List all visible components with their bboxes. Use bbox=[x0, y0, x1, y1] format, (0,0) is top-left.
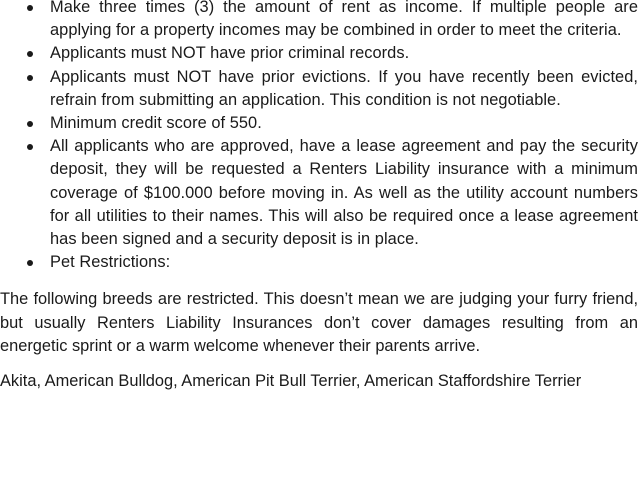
requirement-item-pet-restrictions bbox=[0, 251, 640, 274]
requirement-text: Applicants must NOT have prior criminal records. bbox=[50, 44, 410, 63]
bullet-icon bbox=[27, 5, 33, 11]
pet-paragraph: The following breeds are restricted. This doesn’t mean we are judging your furry friend, but usually Renters Liability Insurances don’t cover damages resulting from an energetic sprint or a warm welcome whenever their parents arrive. bbox=[0, 290, 638, 355]
requirement-text: Minimum credit score of 550. bbox=[50, 114, 262, 133]
requirement-text: Applicants must NOT have prior evictions. If you have recently been evicted, refrain from submitting an application. This condition is not negotiable. bbox=[50, 67, 638, 109]
bullet-icon bbox=[27, 121, 33, 127]
bullet-icon bbox=[27, 144, 33, 150]
requirement-text: All applicants who are approved, have a lease agreement and pay the security deposit, they will be requested a Renters Liability insurance with a minimum coverage of $100.000 before moving in. As well as the utility account numbers for all utilities to their names. This will also be required once a lease agreement has been signed and a security deposit is in place. bbox=[50, 137, 638, 249]
requirement-item-credit-score bbox=[0, 112, 640, 135]
requirement-item-criminal-records bbox=[0, 42, 640, 65]
bullet-icon bbox=[27, 260, 33, 266]
requirement-item-income bbox=[0, 0, 640, 42]
requirement-item-insurance bbox=[0, 135, 640, 251]
bullet-icon bbox=[27, 75, 33, 81]
requirement-text: Pet Restrictions: bbox=[50, 253, 171, 272]
requirement-text: Make three times (3) the amount of rent as income. If multiple people are applying for a property incomes may be combined in order to meet the criteria. bbox=[50, 0, 638, 40]
requirement-item-evictions bbox=[0, 66, 640, 112]
restricted-breeds-line: Akita, American Bulldog, American Pit Bull Terrier, American Staffordshire Terrier bbox=[0, 372, 582, 391]
bullet-icon bbox=[27, 51, 33, 57]
